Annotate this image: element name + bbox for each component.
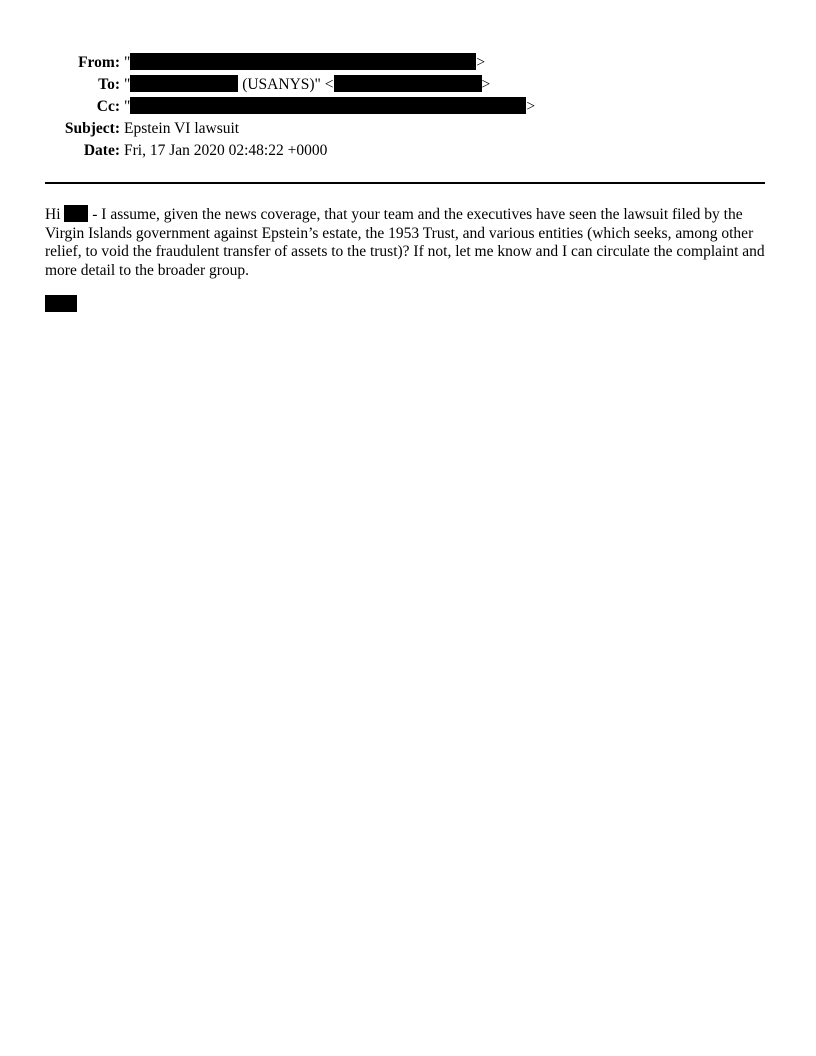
message-text: - I assume, given the news coverage, that your team and the executives have seen the lawsuit filed by the Virgin Islands government against Epstein’s estate, the 1953 Trust, and various entities (which seeks, among other relief, to void the fraudulent transfer of assets to the trust)? If not, let me know and I can circulate the complaint and more detail to the broader group.: [45, 206, 765, 279]
email-header: [0, 52, 816, 162]
date-value: Fri, 17 Jan 2020 02:48:22 +0000: [124, 142, 328, 159]
cc-close-bracket: >: [526, 98, 536, 115]
subject-row: [0, 118, 816, 140]
from-value: [124, 52, 485, 74]
to-close-bracket: >: [481, 76, 491, 93]
to-value: [124, 74, 490, 96]
redaction-box: [334, 75, 482, 92]
from-row: [0, 52, 816, 74]
message-body: [45, 205, 770, 280]
from-label: From:: [78, 54, 120, 71]
to-middle-text: (USANYS)" <: [238, 76, 334, 93]
to-open-quote: ": [124, 76, 131, 93]
from-open-quote: ": [124, 54, 131, 71]
date-label: Date:: [83, 142, 120, 159]
greeting-text: Hi: [45, 206, 65, 223]
redaction-box: [130, 97, 526, 114]
cc-label: Cc:: [96, 98, 120, 115]
cc-value: [124, 96, 535, 118]
cc-row: [0, 96, 816, 118]
header-divider: [45, 182, 765, 184]
subject-label: Subject:: [64, 120, 120, 137]
to-row: [0, 74, 816, 96]
from-close-bracket: >: [476, 54, 486, 71]
cc-open-quote: ": [124, 98, 131, 115]
signature-redaction: [45, 295, 77, 312]
subject-value: Epstein VI lawsuit: [124, 120, 240, 137]
redaction-box: [130, 75, 238, 92]
redaction-box: [130, 53, 476, 70]
to-label: To:: [98, 76, 120, 93]
date-row: [0, 140, 816, 162]
redaction-box: [64, 205, 88, 222]
